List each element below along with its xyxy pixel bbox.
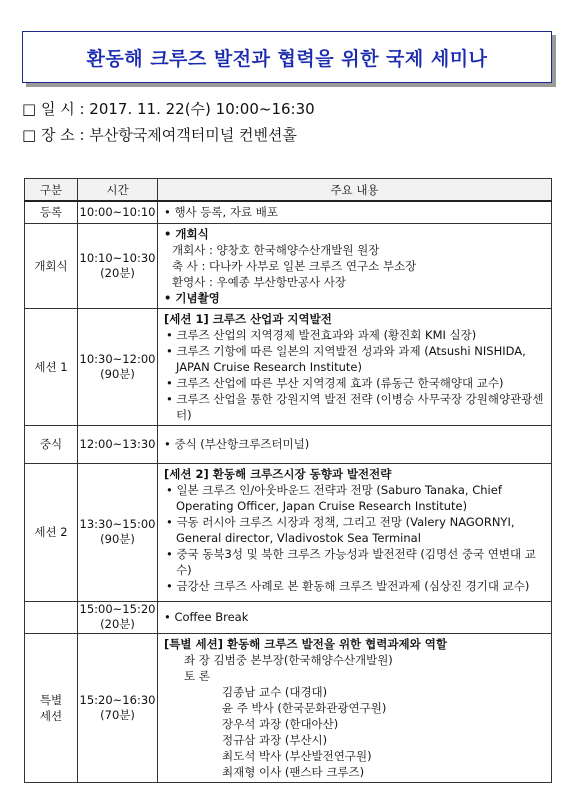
content-line: [특별 세션] 환동해 크루즈 발전을 위한 협력과제와 역할	[164, 636, 447, 651]
content-line: [세션 2] 환동해 크루즈시장 동향과 발전전략	[164, 466, 392, 481]
time-text: 15:00~15:20	[79, 602, 156, 616]
content-line: 환영사 : 우예종 부산항만공사 사장	[172, 274, 347, 289]
row-content	[158, 463, 552, 601]
table-row	[25, 201, 552, 223]
header-time: 시간	[78, 179, 158, 202]
content-line: [세션 1] 크루즈 산업과 지역발전	[164, 311, 332, 326]
content-line: 최재형 이사 (팬스타 크루즈)	[222, 764, 365, 779]
date-line	[22, 98, 315, 119]
content-line: • 행사 등록, 자료 배포	[164, 205, 278, 219]
duration-text: (90분)	[100, 366, 135, 381]
time-text: 10:10~10:30	[79, 250, 156, 265]
row-time	[78, 223, 158, 308]
table-row	[25, 223, 552, 308]
content-line: 축 사 : 다나카 사부로 일본 크루즈 연구소 부소장	[172, 258, 417, 273]
row-time	[78, 601, 158, 633]
content-line: • 극동 러시아 크루즈 시장과 정책, 그리고 전망 (Valery NAGORNYI, General director, Vladivostok Sea Terminal	[166, 514, 515, 545]
time-text: 12:00~13:30	[79, 437, 156, 451]
header-section: 구분	[25, 179, 78, 202]
content-line: • 금강산 크루즈 사례로 본 환동해 크루즈 발전과제 (심상진 경기대 교수)	[166, 578, 530, 593]
row-content	[158, 425, 552, 463]
row-time	[78, 425, 158, 463]
content-line: • 일본 크루즈 인/아웃바운드 전략과 전망 (Saburo Tanaka, Chief Operating Officer, Japan Cruise Research Institute)	[166, 482, 502, 513]
row-section	[25, 633, 78, 782]
time-text: 13:30~15:00	[79, 517, 156, 531]
title-box	[22, 31, 552, 83]
page-title: 환동해 크루즈 발전과 협력을 위한 국제 세미나	[86, 47, 488, 70]
header-content: 주요 내용	[158, 179, 552, 202]
row-time	[78, 308, 158, 425]
content-line: • 크루즈 산업을 통한 강원지역 발전 전략 (이병승 사무국장 강원해양관광센터)	[166, 391, 544, 422]
content-line: • 중국 동북3성 및 북한 크루즈 가능성과 발전전략 (김명선 중국 연변대 교수)	[166, 546, 536, 577]
time-text: 15:20~16:30	[79, 692, 156, 707]
content-line: • 기념촬영	[164, 290, 220, 305]
row-section: 세션 1	[25, 308, 78, 425]
table-row	[25, 425, 552, 463]
content-line: • 중식 (부산항크루즈터미널)	[164, 437, 310, 451]
row-content	[158, 633, 552, 782]
content-line: 토 론	[184, 668, 210, 683]
row-time	[78, 201, 158, 223]
content-line: • 개회식	[164, 226, 209, 241]
row-content	[158, 223, 552, 308]
place-line	[22, 124, 297, 145]
row-content	[158, 308, 552, 425]
content-line: 장우석 과장 (한대아산)	[222, 716, 339, 731]
content-line: • 크루즈 기항에 따른 일본의 지역발전 성과와 과제 (Atsushi NISHIDA, JAPAN Cruise Research Institute)	[166, 343, 526, 374]
row-time	[78, 463, 158, 601]
row-time	[78, 633, 158, 782]
content-line: 개회사 : 양창호 한국해양수산개발원 원장	[172, 242, 380, 257]
row-section: 세션 2	[25, 463, 78, 601]
duration-text: (20분)	[100, 617, 135, 631]
table-row	[25, 463, 552, 601]
row-section	[25, 601, 78, 633]
row-content	[158, 601, 552, 633]
time-text: 10:00~10:10	[79, 205, 156, 220]
duration-text: (20분)	[100, 265, 135, 280]
table-row	[25, 308, 552, 425]
duration-text: (70분)	[100, 707, 135, 722]
table-row	[25, 633, 552, 782]
content-line: • 크루즈 산업의 지역경제 발전효과와 과제 (황진회 KMI 실장)	[166, 327, 477, 342]
time-text: 10:30~12:00	[79, 351, 156, 366]
content-line: 좌 장 김범중 본부장(한국해양수산개발원)	[184, 652, 393, 667]
place-text: □ 장 소 : 부산항국제여객터미널 컨벤션홀	[22, 126, 297, 144]
table-row	[25, 601, 552, 633]
row-section: 등록	[25, 201, 78, 223]
content-line: 윤 주 박사 (한국문화관광연구원)	[222, 700, 387, 715]
section-text: 특별 세션	[39, 692, 63, 723]
date-text: □ 일 시 : 2017. 11. 22(수) 10:00~16:30	[22, 100, 315, 118]
content-line: 김종남 교수 (대경대)	[222, 684, 328, 699]
content-line: 정규삼 과장 (부산시)	[222, 732, 328, 747]
table-header-row	[25, 179, 552, 202]
duration-text: (90분)	[100, 532, 135, 546]
row-section: 개회식	[25, 223, 78, 308]
content-line: 최도석 박사 (부산발전연구원)	[222, 748, 372, 763]
content-line: • Coffee Break	[164, 610, 249, 624]
schedule-table	[24, 178, 552, 783]
row-content	[158, 201, 552, 223]
row-section: 중식	[25, 425, 78, 463]
content-line: • 크루즈 산업에 따른 부산 지역경제 효과 (류동근 한국해양대 교수)	[166, 375, 504, 390]
